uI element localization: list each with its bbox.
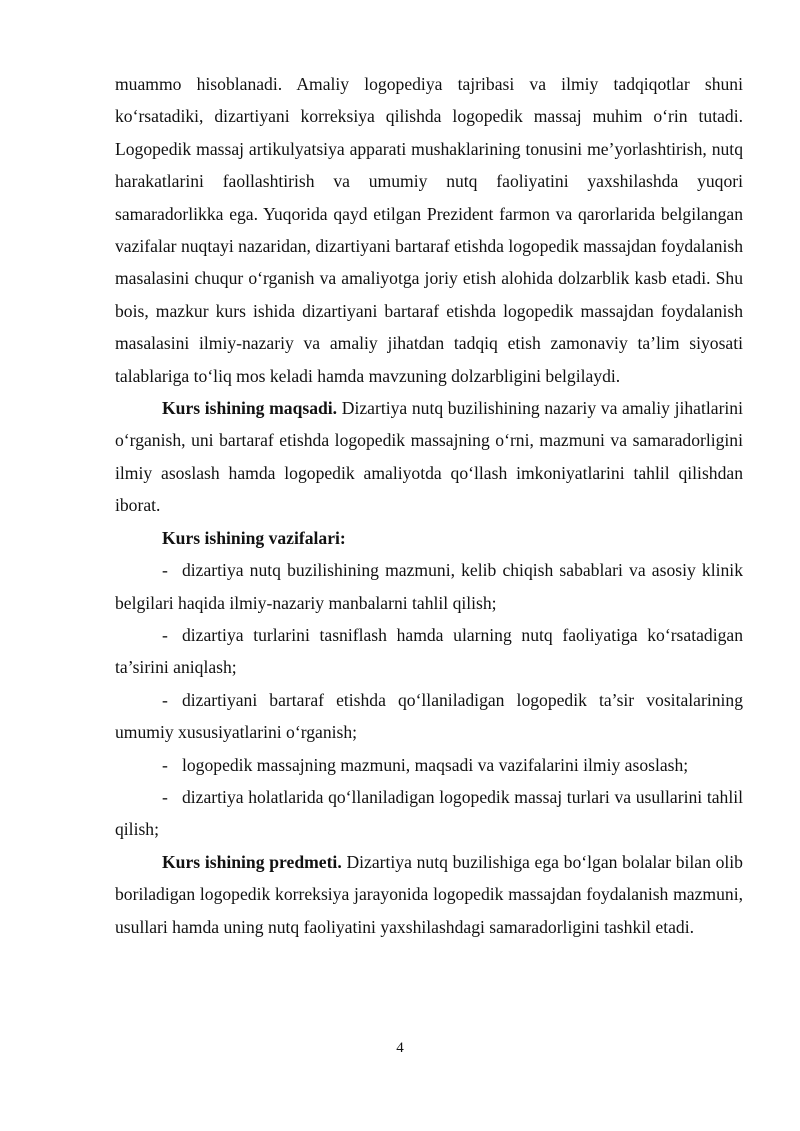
dash-bullet: - <box>162 560 168 581</box>
goal-paragraph <box>115 392 743 522</box>
dash-bullet: - <box>162 786 168 807</box>
tasks-heading: Kurs ishining vazifalari: <box>162 527 346 548</box>
intro-paragraph: muammo hisoblanadi. Amaliy logopediya tajribasi va ilmiy tadqiqotlar shuni ko‘rsatadiki, dizartiyani korreksiya qilishda logopedik massaj muhim o‘rin tutadi. Logopedik massaj artikulyatsiya apparati mushaklarining tonusini me’yorlashtirish, nutq harakatlarini faollashtirish va umumiy nutq faoliyatini yaxshilashda yuqori samaradorlikka ega. Yuqorida qayd etilgan Prezident farmon va qarorlarida belgilangan vazifalar nuqtayi nazaridan, dizartiyani bartaraf etishda logopedik massajdan foydalanish masalasini chuqur o‘rganish va amaliyotga joriy etish alohida dolzarblik kasb etadi. Shu bois, mazkur kurs ishida dizartiyani bartaraf etishda logopedik massajdan foydalanish masalasini ilmiy-nazariy va amaliy jihatdan tadqiq etish zamonaviy ta’lim siyosati talablariga to‘liq mos keladi hamda mavzuning dolzarbligini belgilaydi. <box>115 74 743 386</box>
page-number: 4 <box>396 1040 404 1056</box>
dash-bullet: - <box>162 754 168 775</box>
task-item <box>115 684 743 749</box>
goal-text: Dizartiya nutq buzilishining nazariy va amaliy jihatlarini o‘rganish, uni bartaraf etishda logopedik massajning o‘rni, mazmuni va samaradorligini ilmiy asoslash hamda logopedik amaliyotda qo‘llash imkoniyatlarini tahlil qilishdan iborat. <box>115 398 743 516</box>
subject-paragraph <box>115 846 743 943</box>
task-item-text: dizartiya nutq buzilishining mazmuni, kelib chiqish sabablari va asosiy klinik belgilari haqida ilmiy-nazariy manbalarni tahlil qilish; <box>115 560 743 613</box>
task-item <box>115 554 743 619</box>
task-item-text: logopedik massajning mazmuni, maqsadi va vazifalarini ilmiy asoslash; <box>182 754 689 775</box>
task-item <box>115 619 743 684</box>
task-item-text: dizartiyani bartaraf etishda qo‘llaniladigan logopedik ta’sir vositalarining umumiy xususiyatlarini o‘rganish; <box>115 689 743 743</box>
document-page <box>115 68 743 943</box>
goal-heading: Kurs ishining maqsadi. <box>162 398 338 419</box>
subject-heading: Kurs ishining predmeti. <box>162 851 342 872</box>
dash-bullet: - <box>162 624 168 645</box>
subject-text: Dizartiya nutq buzilishiga ega bo‘lgan bolalar bilan olib boriladigan logopedik korreksiya jarayonida logopedik massajdan foydalanish mazmuni, usullari hamda uning nutq faoliyatini yaxshilashdagi samaradorligini tashkil etadi. <box>115 851 743 937</box>
dash-bullet: - <box>162 689 168 710</box>
task-item-text: dizartiya turlarini tasniflash hamda ularning nutq faoliyatiga ko‘rsatadigan ta’sirini aniqlash; <box>115 624 743 678</box>
task-item-text: dizartiya holatlarida qo‘llaniladigan logopedik massaj turlari va usullarini tahlil qilish; <box>115 786 743 840</box>
task-item <box>115 749 743 781</box>
task-item <box>115 781 743 846</box>
